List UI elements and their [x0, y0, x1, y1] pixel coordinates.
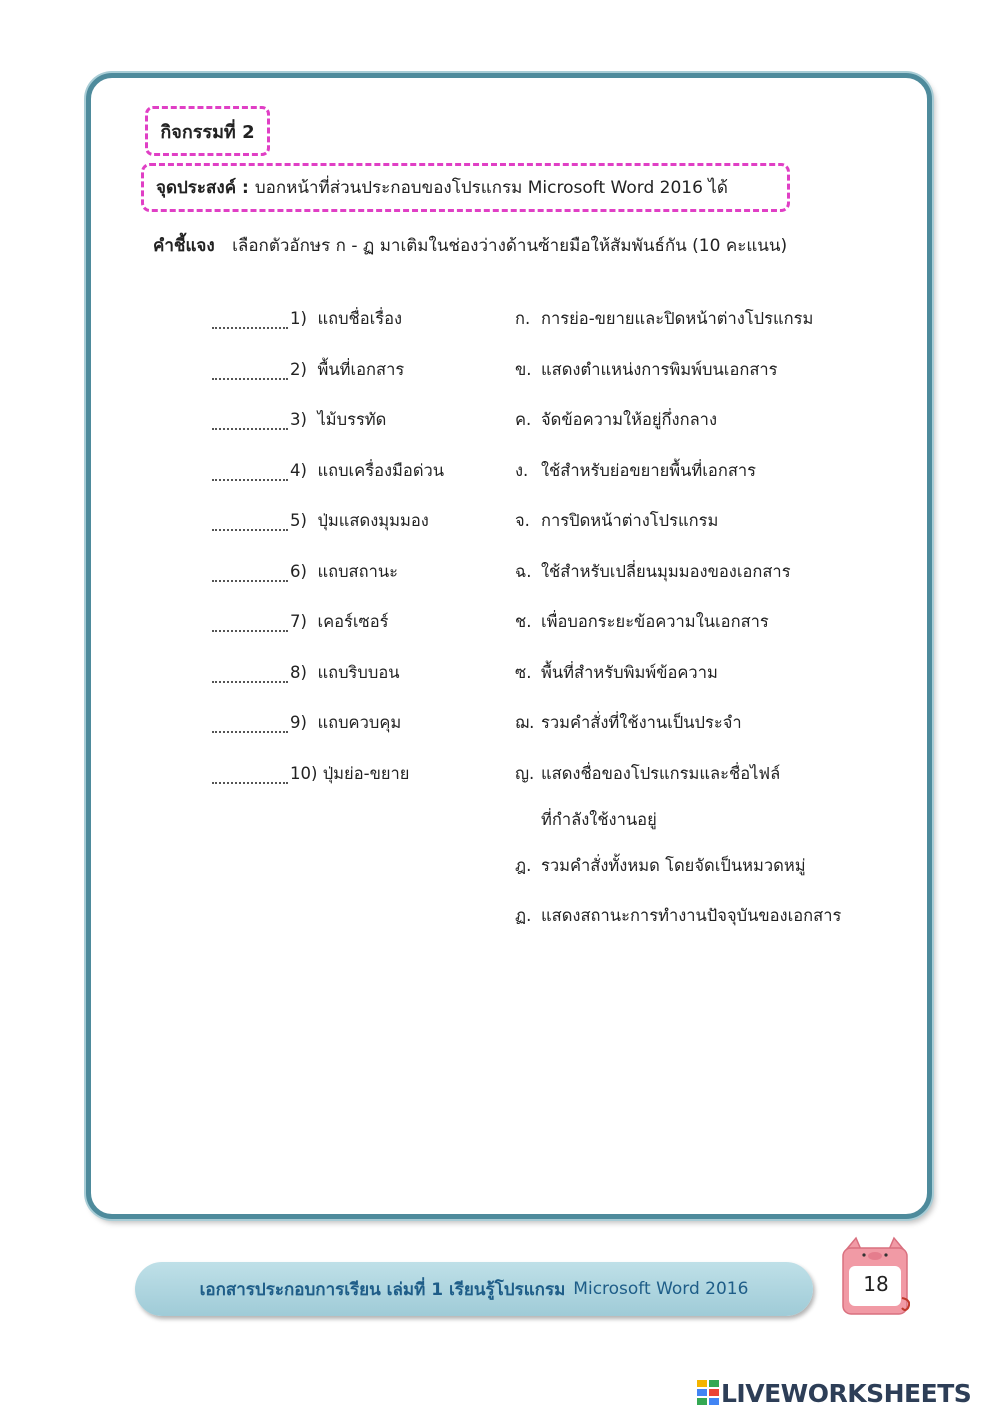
footer-title-rest: Microsoft Word 2016: [573, 1279, 749, 1299]
question-number: 10): [290, 763, 318, 783]
question-text: พื้นที่เอกสาร: [317, 359, 405, 379]
question-text: แถบเครื่องมือด่วน: [317, 460, 445, 480]
question-row: [212, 459, 444, 510]
answer-blank[interactable]: [212, 560, 288, 582]
answer-text: ใช้สำหรับเปลี่ยนมุมมองของเอกสาร: [541, 561, 791, 581]
answer-blank[interactable]: [212, 307, 288, 329]
answer-list: [515, 307, 841, 955]
answer-blank[interactable]: [212, 459, 288, 481]
question-text: ไม้บรรทัด: [317, 410, 387, 429]
question-row: [212, 762, 444, 813]
answer-letter: ซ.: [515, 662, 532, 682]
answer-text: แสดงตำแหน่งการพิมพ์บนเอกสาร: [541, 359, 778, 379]
question-number: 6): [290, 561, 307, 581]
answer-text: พื้นที่สำหรับพิมพ์ข้อความ: [541, 662, 718, 682]
question-list: [212, 307, 444, 812]
footer-title-bold: เอกสารประกอบการเรียน เล่มที่ 1 เรียนรู้โปรแกรม: [199, 1279, 566, 1300]
answer-row: [515, 711, 841, 762]
answer-row: [515, 509, 841, 560]
question-text: แถบสถานะ: [317, 561, 399, 581]
answer-blank[interactable]: [212, 358, 288, 380]
question-row: [212, 610, 444, 661]
answer-row: [515, 854, 841, 905]
question-row: [212, 509, 444, 560]
instruction: [153, 232, 787, 259]
answer-letter: ฎ.: [515, 855, 532, 875]
answer-letter: จ.: [515, 511, 530, 530]
question-number: 3): [290, 410, 307, 429]
answer-blank[interactable]: [212, 610, 288, 632]
answer-letter: ช.: [515, 612, 532, 631]
answer-text: แสดงสถานะการทำงานปัจจุบันของเอกสาร: [541, 906, 842, 925]
activity-title: กิจกรรมที่ 2: [145, 106, 270, 156]
answer-row: [515, 904, 841, 955]
answer-text: รวมคำสั่งที่ใช้งานเป็นประจำ: [541, 713, 742, 732]
answer-text-continued: ที่กำลังใช้งานอยู่: [541, 809, 657, 829]
question-text: ปุ่มแสดงมุมมอง: [317, 511, 429, 530]
objective-label: จุดประสงค์ :: [156, 178, 249, 198]
question-number: 8): [290, 662, 307, 682]
answer-letter: ฏ.: [515, 906, 532, 925]
question-number: 9): [290, 713, 307, 732]
liveworksheets-logo-icon: [697, 1380, 721, 1406]
answer-blank[interactable]: [212, 509, 288, 531]
answer-row: [515, 560, 841, 611]
answer-letter: ง.: [515, 460, 529, 480]
page-number: 18: [863, 1272, 889, 1296]
answer-blank[interactable]: [212, 711, 288, 733]
objective: [141, 163, 790, 212]
answer-text: รวมคำสั่งทั้งหมด โดยจัดเป็นหมวดหมู่: [541, 855, 806, 875]
answer-letter: ก.: [515, 309, 531, 328]
answer-row: [515, 358, 841, 409]
question-row: [212, 408, 444, 459]
answer-letter: ข.: [515, 359, 532, 379]
answer-text: เพื่อบอกระยะข้อความในเอกสาร: [541, 612, 769, 631]
instruction-text: เลือกตัวอักษร ก - ฏ มาเติมในช่องว่างด้านซ้ายมือให้สัมพันธ์กัน (10 คะแนน): [232, 236, 788, 256]
question-number: 4): [290, 460, 307, 480]
question-text: แถบริบบอน: [317, 662, 400, 682]
question-text: ปุ่มย่อ-ขยาย: [322, 763, 410, 783]
question-row: [212, 661, 444, 712]
question-row: [212, 560, 444, 611]
answer-blank[interactable]: [212, 661, 288, 683]
answer-row: [515, 459, 841, 510]
objective-text: บอกหน้าที่ส่วนประกอบของโปรแกรม Microsoft Word 2016 ได้: [254, 178, 728, 198]
answer-text: จัดข้อความให้อยู่กึ่งกลาง: [541, 410, 717, 429]
answer-text: ใช้สำหรับย่อขยายพื้นที่เอกสาร: [541, 460, 757, 480]
answer-letter: ฉ.: [515, 561, 532, 581]
question-row: [212, 307, 444, 358]
answer-row: [515, 762, 841, 854]
question-number: 5): [290, 511, 307, 530]
answer-letter: ฌ.: [515, 713, 535, 732]
question-number: 7): [290, 612, 307, 631]
answer-text: การย่อ-ขยายและปิดหน้าต่างโปรแกรม: [541, 309, 814, 328]
liveworksheets-text: LIVEWORKSHEETS: [721, 1378, 972, 1408]
answer-row: [515, 610, 841, 661]
footer-title: [135, 1262, 813, 1316]
answer-blank[interactable]: [212, 408, 288, 430]
answer-text: การปิดหน้าต่างโปรแกรม: [541, 511, 719, 530]
answer-letter: ญ.: [515, 763, 535, 783]
question-text: แถบชื่อเรื่อง: [317, 309, 403, 328]
instruction-label: คำชี้แจง: [153, 236, 215, 256]
question-text: เคอร์เซอร์: [317, 612, 389, 631]
answer-text: แสดงชื่อของโปรแกรมและชื่อไฟล์: [541, 763, 781, 783]
liveworksheets-logo: [697, 1378, 971, 1408]
question-number: 1): [290, 309, 307, 328]
question-row: [212, 358, 444, 409]
answer-letter: ค.: [515, 410, 532, 429]
answer-row: [515, 408, 841, 459]
question-text: แถบควบคุม: [317, 713, 402, 732]
answer-blank[interactable]: [212, 762, 288, 784]
answer-row: [515, 661, 841, 712]
question-number: 2): [290, 359, 307, 379]
answer-row: [515, 307, 841, 358]
question-row: [212, 711, 444, 762]
